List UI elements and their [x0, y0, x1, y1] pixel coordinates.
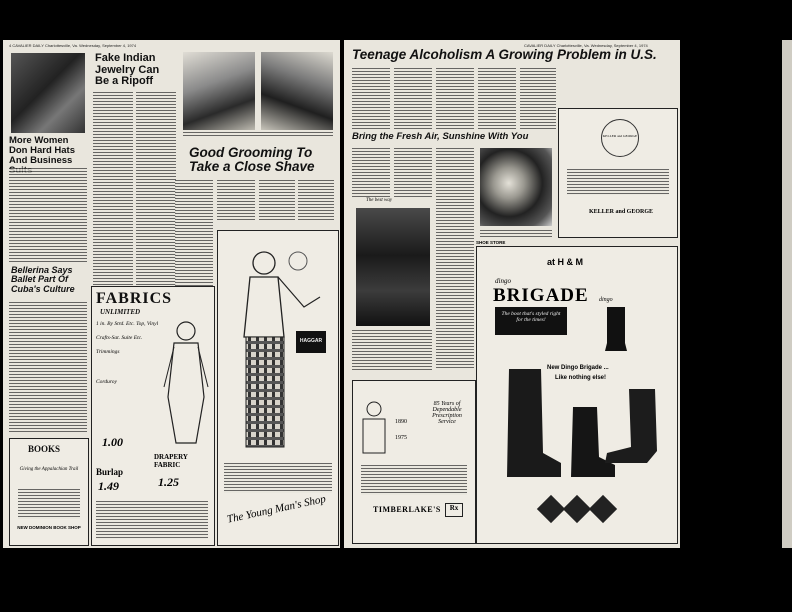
fabrics-unlimited-ad: [91, 286, 215, 546]
fabrics-subtitle: UNLIMITED: [100, 308, 141, 316]
pharmacist-illustration: [359, 399, 389, 455]
mens-shop-fine-print: [224, 463, 332, 493]
fabrics-line-4: Corduroy: [96, 379, 117, 385]
dingo-line-2: Like nothing else!: [555, 375, 607, 381]
books-ad-title: BOOKS: [28, 444, 61, 454]
fresh-air-text-4: [480, 230, 552, 238]
mens-shop-name: The Young Man's Shop: [225, 493, 327, 526]
fresh-air-text-3: [436, 148, 474, 368]
headline-good-grooming: Good Grooming To Take a Close Shave: [189, 145, 315, 175]
timberlake-name: TIMBERLAKE'S: [373, 505, 441, 514]
grooming-article-text-3: [259, 180, 295, 220]
right-newspaper-page: [344, 40, 680, 548]
jewelry-article-text-2: [136, 92, 176, 292]
women-article-text: [9, 168, 87, 263]
books-ad: [9, 438, 89, 546]
fabrics-drapery-label: DRAPERY FABRIC: [154, 453, 188, 469]
headline-women-hard-hats: More Women Don Hard Hats And Business: [9, 135, 75, 166]
alcoholism-text-2: [394, 68, 432, 130]
fabrics-price-1: 1.00: [102, 435, 123, 449]
keller-ad-text: [567, 169, 669, 195]
fresh-air-text-1: [352, 148, 390, 198]
fabrics-line-1: 1 in. By Strd. Etc. Top, Vinyl: [96, 321, 159, 327]
fabrics-fine-print: [96, 501, 208, 539]
grooming-article-text-4: [298, 180, 334, 220]
grooming-article-text: [175, 180, 213, 300]
grooming-photo-1: [183, 52, 255, 130]
shoe-store-tag: SHOE STORE: [476, 240, 506, 245]
headline-teenage-alcoholism: Teenage Alcoholism A Growing Problem in U.S.: [352, 47, 657, 62]
ballet-article-text: [9, 302, 87, 434]
dingo-small-label: dingo: [495, 277, 511, 285]
boots-illustration: [497, 303, 667, 483]
fresh-air-text-5: [352, 330, 432, 370]
dingo-brigade-ad: [476, 246, 678, 544]
brigade-slogan: The boot that's styled right for the times!: [501, 311, 561, 323]
keller-seal-text: KELLER and GEORGE: [602, 134, 638, 138]
keller-seal: [601, 119, 639, 157]
grooming-caption: [183, 132, 333, 138]
timberlake-fine-print: [361, 465, 467, 495]
couple-photo: [356, 208, 430, 326]
jewelry-article-text: [93, 92, 133, 292]
keller-ad-name: KELLER and GEORGE: [589, 209, 654, 215]
alcoholism-text-3: [436, 68, 474, 130]
girl-with-cap-photo: [480, 148, 552, 226]
fabrics-burlap-label: Burlap: [96, 467, 124, 477]
grooming-article-text-2: [217, 180, 255, 220]
left-folio: 4 CAVALIER DAILY Charlottesville, Va. Wednesday, September 4, 1974: [9, 43, 137, 48]
grooming-photo-2: [261, 52, 333, 130]
alcoholism-text-1: [352, 68, 390, 130]
fresh-air-text-2: [394, 148, 432, 198]
haggar-badge: [296, 331, 326, 353]
fabrics-woman-illustration: [162, 317, 210, 447]
fabrics-title: FABRICS: [96, 290, 173, 307]
headline-fresh-air: Bring the Fresh Air, Sunshine With You: [352, 131, 529, 142]
timberlakes-ad: [352, 380, 476, 544]
fabrics-line-3: Trimmings: [96, 349, 120, 355]
dingo-boot-label: dingo: [599, 297, 613, 303]
books-ad-text: [18, 489, 80, 519]
fabrics-line-2: Crafts-Sat. Suite Etc.: [96, 335, 143, 341]
diamond-2: [563, 495, 591, 523]
timberlake-years-text: 85 Years of Dependable Prescription Service: [432, 401, 462, 425]
fabrics-burlap-price: 1.49: [98, 479, 119, 493]
fabrics-drapery-price: 1.25: [158, 475, 179, 489]
haggar-badge-text: HAGGAR: [299, 338, 323, 344]
headline-ballet: Bellerina Says Ballet Part Of Cuba's Culture: [11, 265, 75, 294]
photo-caption-best-way: The best way: [366, 198, 393, 203]
left-newspaper-page: [3, 40, 340, 548]
next-page-edge: [782, 40, 792, 548]
headline-indian-jewelry: Fake Indian Jewelry Can Be a Ripoff: [95, 52, 160, 88]
timberlake-year-from: 1890: [395, 419, 407, 425]
timberlake-year-to: 1975: [395, 435, 407, 441]
kitchen-photo: [11, 53, 85, 133]
dingo-line-1: New Dingo Brigade ...: [547, 365, 609, 371]
keller-george-ad: [558, 108, 678, 238]
right-folio: CAVALIER DAILY Charlottesville, Va. Wednesday, September 4, 1974: [524, 43, 648, 48]
alcoholism-text-5: [520, 68, 556, 130]
diamond-1: [537, 495, 565, 523]
hm-header: at H & M: [547, 257, 583, 267]
books-ad-subtitle: Giving the Appalachian Trail: [19, 467, 79, 472]
young-mans-shop-ad: [217, 230, 339, 546]
hm-diamond-logo: [537, 493, 617, 533]
rx-badge: Rx: [445, 503, 463, 517]
alcoholism-text-4: [478, 68, 516, 130]
books-ad-store: NEW DOMINION BOOK SHOP: [17, 525, 81, 530]
brigade-title: BRIGADE: [493, 285, 589, 306]
diamond-3: [589, 495, 617, 523]
